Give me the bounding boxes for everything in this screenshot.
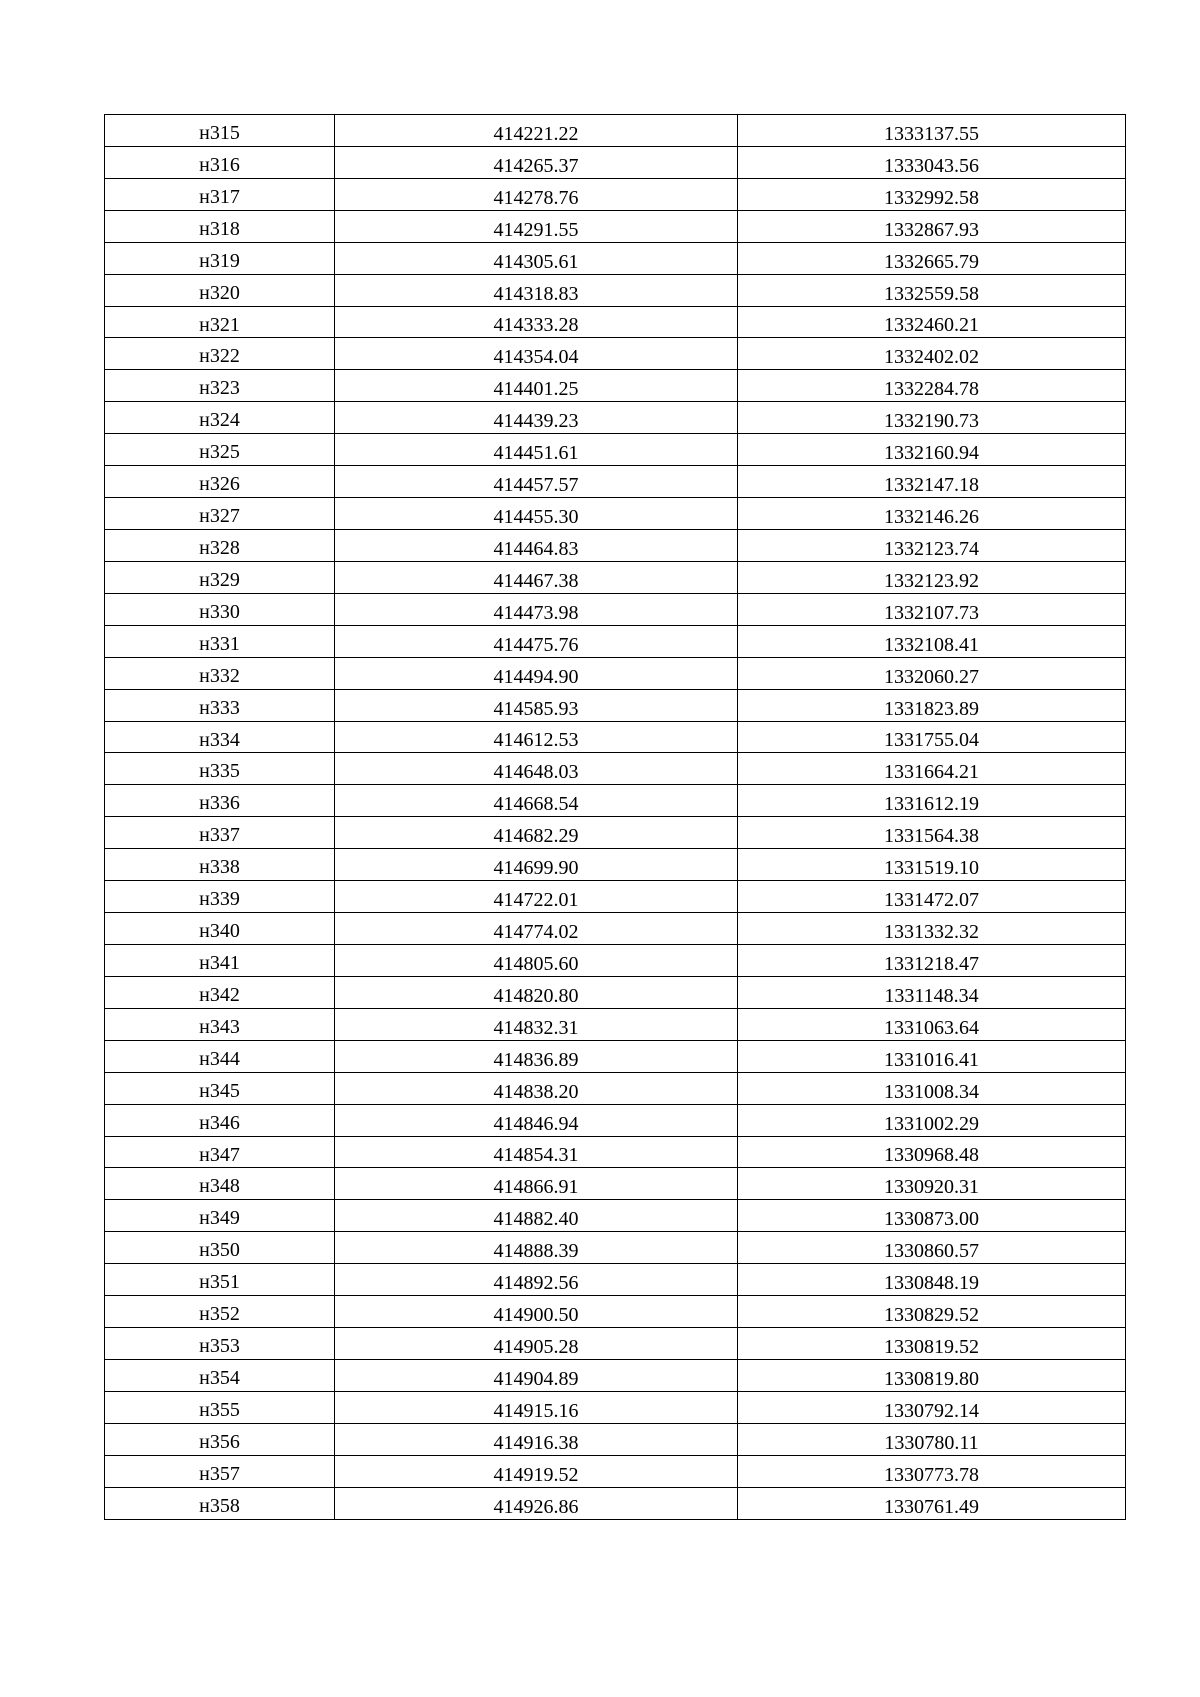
y-coordinate-cell: 1332060.27	[738, 657, 1126, 689]
y-coordinate-cell: 1332992.58	[738, 178, 1126, 210]
point-id-cell: н345	[105, 1072, 335, 1104]
table-row	[105, 625, 1126, 657]
table-row	[105, 210, 1126, 242]
point-id-cell: н357	[105, 1455, 335, 1487]
table-row	[105, 338, 1126, 370]
x-coordinate-cell: 414291.55	[335, 210, 738, 242]
table-row	[105, 370, 1126, 402]
x-coordinate-cell: 414682.29	[335, 817, 738, 849]
point-id-cell: н334	[105, 721, 335, 753]
y-coordinate-cell: 1330920.31	[738, 1168, 1126, 1200]
table-row	[105, 1455, 1126, 1487]
point-id-cell: н343	[105, 1008, 335, 1040]
table-row	[105, 274, 1126, 306]
x-coordinate-cell: 414457.57	[335, 466, 738, 498]
table-row	[105, 1232, 1126, 1264]
table-row	[105, 1391, 1126, 1423]
y-coordinate-cell: 1330780.11	[738, 1423, 1126, 1455]
y-coordinate-cell: 1331016.41	[738, 1040, 1126, 1072]
table-row	[105, 976, 1126, 1008]
x-coordinate-cell: 414888.39	[335, 1232, 738, 1264]
table-row	[105, 593, 1126, 625]
point-id-cell: н329	[105, 561, 335, 593]
table-row	[105, 1359, 1126, 1391]
x-coordinate-cell: 414882.40	[335, 1200, 738, 1232]
table-row	[105, 1296, 1126, 1328]
y-coordinate-cell: 1331519.10	[738, 849, 1126, 881]
y-coordinate-cell: 1332160.94	[738, 434, 1126, 466]
x-coordinate-cell: 414305.61	[335, 242, 738, 274]
y-coordinate-cell: 1331218.47	[738, 944, 1126, 976]
table-row	[105, 721, 1126, 753]
table-row	[105, 785, 1126, 817]
x-coordinate-cell: 414836.89	[335, 1040, 738, 1072]
point-id-cell: н348	[105, 1168, 335, 1200]
y-coordinate-cell: 1333137.55	[738, 115, 1126, 147]
point-id-cell: н341	[105, 944, 335, 976]
y-coordinate-cell: 1332107.73	[738, 593, 1126, 625]
table-row	[105, 689, 1126, 721]
x-coordinate-cell: 414905.28	[335, 1328, 738, 1360]
x-coordinate-cell: 414866.91	[335, 1168, 738, 1200]
y-coordinate-cell: 1331148.34	[738, 976, 1126, 1008]
y-coordinate-cell: 1330873.00	[738, 1200, 1126, 1232]
y-coordinate-cell: 1331063.64	[738, 1008, 1126, 1040]
y-coordinate-cell: 1332559.58	[738, 274, 1126, 306]
y-coordinate-cell: 1332146.26	[738, 498, 1126, 530]
y-coordinate-cell: 1331823.89	[738, 689, 1126, 721]
x-coordinate-cell: 414473.98	[335, 593, 738, 625]
y-coordinate-cell: 1330761.49	[738, 1487, 1126, 1519]
y-coordinate-cell: 1330773.78	[738, 1455, 1126, 1487]
table-row	[105, 849, 1126, 881]
y-coordinate-cell: 1332665.79	[738, 242, 1126, 274]
point-id-cell: н318	[105, 210, 335, 242]
table-row	[105, 561, 1126, 593]
x-coordinate-cell: 414854.31	[335, 1136, 738, 1168]
x-coordinate-cell: 414904.89	[335, 1359, 738, 1391]
table-row	[105, 1168, 1126, 1200]
point-id-cell: н324	[105, 402, 335, 434]
x-coordinate-cell: 414612.53	[335, 721, 738, 753]
point-id-cell: н317	[105, 178, 335, 210]
x-coordinate-cell: 414333.28	[335, 306, 738, 338]
x-coordinate-cell: 414278.76	[335, 178, 738, 210]
point-id-cell: н352	[105, 1296, 335, 1328]
x-coordinate-cell: 414699.90	[335, 849, 738, 881]
x-coordinate-cell: 414838.20	[335, 1072, 738, 1104]
table-row	[105, 657, 1126, 689]
point-id-cell: н322	[105, 338, 335, 370]
x-coordinate-cell: 414846.94	[335, 1104, 738, 1136]
table-row	[105, 146, 1126, 178]
y-coordinate-cell: 1331755.04	[738, 721, 1126, 753]
y-coordinate-cell: 1332108.41	[738, 625, 1126, 657]
y-coordinate-cell: 1331472.07	[738, 881, 1126, 913]
table-row	[105, 1104, 1126, 1136]
x-coordinate-cell: 414832.31	[335, 1008, 738, 1040]
point-id-cell: н327	[105, 498, 335, 530]
table-row	[105, 1487, 1126, 1519]
x-coordinate-cell: 414774.02	[335, 913, 738, 945]
point-id-cell: н323	[105, 370, 335, 402]
x-coordinate-cell: 414919.52	[335, 1455, 738, 1487]
x-coordinate-cell: 414648.03	[335, 753, 738, 785]
coordinates-table-body	[105, 115, 1126, 1520]
point-id-cell: н346	[105, 1104, 335, 1136]
table-row	[105, 434, 1126, 466]
y-coordinate-cell: 1332402.02	[738, 338, 1126, 370]
y-coordinate-cell: 1331332.32	[738, 913, 1126, 945]
x-coordinate-cell: 414900.50	[335, 1296, 738, 1328]
point-id-cell: н344	[105, 1040, 335, 1072]
table-row	[105, 1328, 1126, 1360]
point-id-cell: н332	[105, 657, 335, 689]
x-coordinate-cell: 414668.54	[335, 785, 738, 817]
y-coordinate-cell: 1332123.92	[738, 561, 1126, 593]
point-id-cell: н339	[105, 881, 335, 913]
x-coordinate-cell: 414892.56	[335, 1264, 738, 1296]
point-id-cell: н347	[105, 1136, 335, 1168]
point-id-cell: н326	[105, 466, 335, 498]
point-id-cell: н315	[105, 115, 335, 147]
point-id-cell: н336	[105, 785, 335, 817]
x-coordinate-cell: 414926.86	[335, 1487, 738, 1519]
table-row	[105, 1136, 1126, 1168]
y-coordinate-cell: 1331002.29	[738, 1104, 1126, 1136]
table-row	[105, 1040, 1126, 1072]
table-row	[105, 466, 1126, 498]
point-id-cell: н325	[105, 434, 335, 466]
table-row	[105, 1200, 1126, 1232]
x-coordinate-cell: 414805.60	[335, 944, 738, 976]
y-coordinate-cell: 1330860.57	[738, 1232, 1126, 1264]
point-id-cell: н338	[105, 849, 335, 881]
table-row	[105, 529, 1126, 561]
table-row	[105, 753, 1126, 785]
table-row	[105, 944, 1126, 976]
point-id-cell: н355	[105, 1391, 335, 1423]
x-coordinate-cell: 414722.01	[335, 881, 738, 913]
point-id-cell: н335	[105, 753, 335, 785]
x-coordinate-cell: 414455.30	[335, 498, 738, 530]
table-row	[105, 913, 1126, 945]
y-coordinate-cell: 1330848.19	[738, 1264, 1126, 1296]
y-coordinate-cell: 1333043.56	[738, 146, 1126, 178]
point-id-cell: н350	[105, 1232, 335, 1264]
point-id-cell: н351	[105, 1264, 335, 1296]
x-coordinate-cell: 414439.23	[335, 402, 738, 434]
x-coordinate-cell: 414464.83	[335, 529, 738, 561]
x-coordinate-cell: 414467.38	[335, 561, 738, 593]
x-coordinate-cell: 414585.93	[335, 689, 738, 721]
x-coordinate-cell: 414494.90	[335, 657, 738, 689]
table-row	[105, 242, 1126, 274]
x-coordinate-cell: 414916.38	[335, 1423, 738, 1455]
y-coordinate-cell: 1330829.52	[738, 1296, 1126, 1328]
point-id-cell: н342	[105, 976, 335, 1008]
x-coordinate-cell: 414475.76	[335, 625, 738, 657]
y-coordinate-cell: 1332123.74	[738, 529, 1126, 561]
table-row	[105, 402, 1126, 434]
point-id-cell: н354	[105, 1359, 335, 1391]
coordinates-table	[104, 114, 1126, 1520]
x-coordinate-cell: 414265.37	[335, 146, 738, 178]
y-coordinate-cell: 1332460.21	[738, 306, 1126, 338]
point-id-cell: н316	[105, 146, 335, 178]
table-row	[105, 1008, 1126, 1040]
point-id-cell: н358	[105, 1487, 335, 1519]
table-row	[105, 115, 1126, 147]
y-coordinate-cell: 1331664.21	[738, 753, 1126, 785]
y-coordinate-cell: 1332190.73	[738, 402, 1126, 434]
point-id-cell: н319	[105, 242, 335, 274]
table-row	[105, 1423, 1126, 1455]
table-row	[105, 306, 1126, 338]
x-coordinate-cell: 414401.25	[335, 370, 738, 402]
point-id-cell: н330	[105, 593, 335, 625]
x-coordinate-cell: 414451.61	[335, 434, 738, 466]
y-coordinate-cell: 1332147.18	[738, 466, 1126, 498]
point-id-cell: н328	[105, 529, 335, 561]
y-coordinate-cell: 1330968.48	[738, 1136, 1126, 1168]
table-row	[105, 817, 1126, 849]
x-coordinate-cell: 414354.04	[335, 338, 738, 370]
point-id-cell: н349	[105, 1200, 335, 1232]
y-coordinate-cell: 1331564.38	[738, 817, 1126, 849]
y-coordinate-cell: 1332284.78	[738, 370, 1126, 402]
y-coordinate-cell: 1331612.19	[738, 785, 1126, 817]
point-id-cell: н320	[105, 274, 335, 306]
point-id-cell: н331	[105, 625, 335, 657]
y-coordinate-cell: 1331008.34	[738, 1072, 1126, 1104]
table-row	[105, 1264, 1126, 1296]
y-coordinate-cell: 1330819.52	[738, 1328, 1126, 1360]
point-id-cell: н321	[105, 306, 335, 338]
point-id-cell: н353	[105, 1328, 335, 1360]
table-row	[105, 498, 1126, 530]
point-id-cell: н333	[105, 689, 335, 721]
point-id-cell: н340	[105, 913, 335, 945]
x-coordinate-cell: 414318.83	[335, 274, 738, 306]
table-row	[105, 178, 1126, 210]
table-row	[105, 881, 1126, 913]
x-coordinate-cell: 414915.16	[335, 1391, 738, 1423]
point-id-cell: н337	[105, 817, 335, 849]
x-coordinate-cell: 414221.22	[335, 115, 738, 147]
point-id-cell: н356	[105, 1423, 335, 1455]
y-coordinate-cell: 1332867.93	[738, 210, 1126, 242]
y-coordinate-cell: 1330792.14	[738, 1391, 1126, 1423]
table-row	[105, 1072, 1126, 1104]
y-coordinate-cell: 1330819.80	[738, 1359, 1126, 1391]
x-coordinate-cell: 414820.80	[335, 976, 738, 1008]
